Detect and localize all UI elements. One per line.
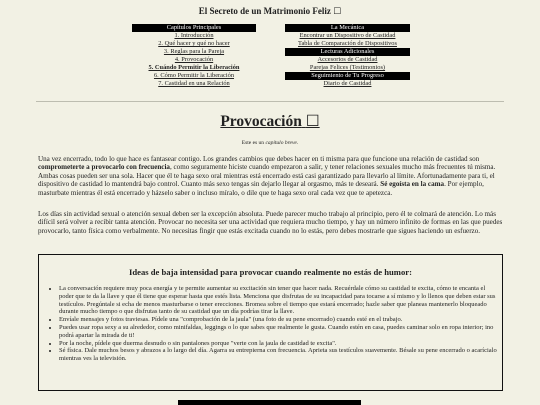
nav-link-reglas[interactable]: 3. Reglas para la Pareja — [163, 48, 225, 55]
nav-link-provocacion[interactable]: 4. Provocación — [174, 56, 214, 63]
nav-heading-main-chapters: Capítulos Principales — [132, 24, 256, 32]
chapter-note-suffix: . — [296, 140, 299, 146]
chapter-note-prefix: Este es un — [241, 140, 266, 146]
empty-box-icon: ☐ — [305, 112, 320, 130]
paragraph-intro-bold-2: Sé egoísta en la cama — [380, 180, 445, 189]
paragraph-intro-bold-1: comprometerte a provocarlo con frecuencia — [38, 163, 170, 172]
page-title — [0, 112, 540, 131]
header-divider — [36, 101, 504, 102]
site-title-text: El Secreto de un Matrimonio Feliz — [198, 6, 331, 16]
nav-main-chapters — [132, 24, 256, 88]
page-title-text: Provocación — [220, 113, 302, 130]
nav-heading-lecturas: Lecturas Adicionales — [285, 48, 410, 56]
nav-link-seguimiento[interactable]: Seguimiento de Tu Progreso — [285, 72, 410, 80]
nav-link-que-hacer[interactable]: 2. Qué hacer y qué no hacer — [158, 40, 230, 47]
site-title — [0, 6, 540, 17]
tip-item: • Sé física. Dale muchos besos y abrazos a lo largo del día. Agarra su entrepierna con frecuencia. Aprieta sus testículos suavemente. Bésale su pene encerrado o acarícialo mientras ves la televisión. — [59, 347, 499, 363]
tip-item: • Puedes usar ropa sexy a su alrededor, como minifaldas, leggings o lo que sabes que realmente le gusta. Cuando estén en casa, puedes caminar solo en ropa interior; ino podrá apartar la mirada de ti! — [59, 324, 499, 340]
nav-link-tabla-comparacion[interactable]: Tabla de Comparación de Dispositivos — [298, 40, 397, 47]
nav-additional — [285, 24, 410, 88]
nav-link-cuando-liberacion[interactable]: 5. Cuándo Permitir la Liberación — [148, 64, 240, 71]
paragraph-attention: Los días sin actividad sexual o atención sexual deben ser la excepción absoluta. Puede parecer mucho trabajo al principio, pero él te colmará de atención. Lo más difícil será volver a recibir tanta atención. Provocar no necesita ser una actividad que requiera mucho tiempo, y hay un número infinito de formas en las que puedes provocarlo, tanto física como verbalmente. No necesitas fingir que estás excitada cuando no lo estás, pero debes mostrarle que sigues haciendo un esfuerzo. — [38, 210, 503, 235]
chapter-note — [0, 140, 540, 146]
nav-link-castidad-relacion[interactable]: 7. Castidad en una Relación — [158, 80, 230, 87]
nav-link-como-liberacion[interactable]: 6. Cómo Permitir la Liberación — [153, 72, 235, 79]
paragraph-intro-b: , como seguramente hiciste cuando empezaron a salir, y tener relaciones sexuales mucho más frecuentes tú misma. Ambas cosas pueden ser una sola. Hacer que él te haga sexo oral mientras está encerrado está casi garantizado para llevarlo al límite. Afortunadamente para ti, el dispositivo de castidad lo mantendrá bajo control. Cuanto más sexo tengas sin dejarlo llegar al orgasmo, más te deseará. — [38, 163, 496, 189]
empty-box-icon: ☐ — [333, 7, 342, 17]
nav-link-encontrar-dispositivo[interactable]: Encontrar un Dispositivo de Castidad — [299, 32, 396, 39]
tips-list — [49, 285, 499, 363]
paragraph-intro-a: Una vez encerrado, todo lo que hace es fantasear contigo. Los grandes cambios que debes hacer en ti misma para que funcione una relación de castidad son — [38, 155, 480, 163]
chapter-note-emphasis: capítulo breve — [265, 140, 297, 146]
nav-link-diario[interactable]: Diario de Castidad — [323, 80, 372, 87]
nav-link-parejas-felices[interactable]: Parejas Felices (Testimonios) — [309, 64, 386, 71]
tips-box — [38, 254, 503, 391]
paragraph-intro-c: . Por ejemplo, masturbate mientras él está encerrado y házselo saber o incluso míralo, o dile que te haga sexo oral cada vez que te apetezca. — [38, 180, 484, 197]
tip-item: • Por la noche, pídele que duerma desnudo o sin pantalones porque "verte con la jaula de castidad te excita". — [59, 340, 499, 348]
paragraph-intro — [38, 155, 508, 197]
bottom-nav-bar[interactable] — [178, 400, 361, 405]
tip-item: • Envíale mensajes y fotos traviesas. Pídele una "comprobación de la jaula" (una foto de su pene encerrado) cuando esté en el trabajo. — [59, 316, 499, 324]
nav-heading-mecanica: La Mecánica — [285, 24, 410, 32]
tip-item: • La conversación requiere muy poca energía y te permite aumentar su excitación sin tener que hacer nada. Recuérdale cómo su castidad te excita, cómo te encanta el poder que te da la llave y que él tiene que esperar hasta que estés lista. Menciona que disfrutas de su incapacidad para tocarse a sí mismo y lo llenos que deben estar sus testículos. Pregúntale si echa de menos masturbarse o tener erecciones. Bromea sobre el tiempo que estará encerrado; hazle saber que planeas mantenerlo bloqueado durante mucho tiempo o que disfrutas tanto de su castidad que un día podrías tirar la llave. — [59, 285, 499, 316]
nav-link-introduccion[interactable]: 1. Introducción — [174, 32, 214, 39]
nav-link-accesorios[interactable]: Accesorios de Castidad — [317, 56, 378, 63]
tips-heading: Ideas de baja intensidad para provocar cuando realmente no estás de humor: — [129, 267, 412, 277]
